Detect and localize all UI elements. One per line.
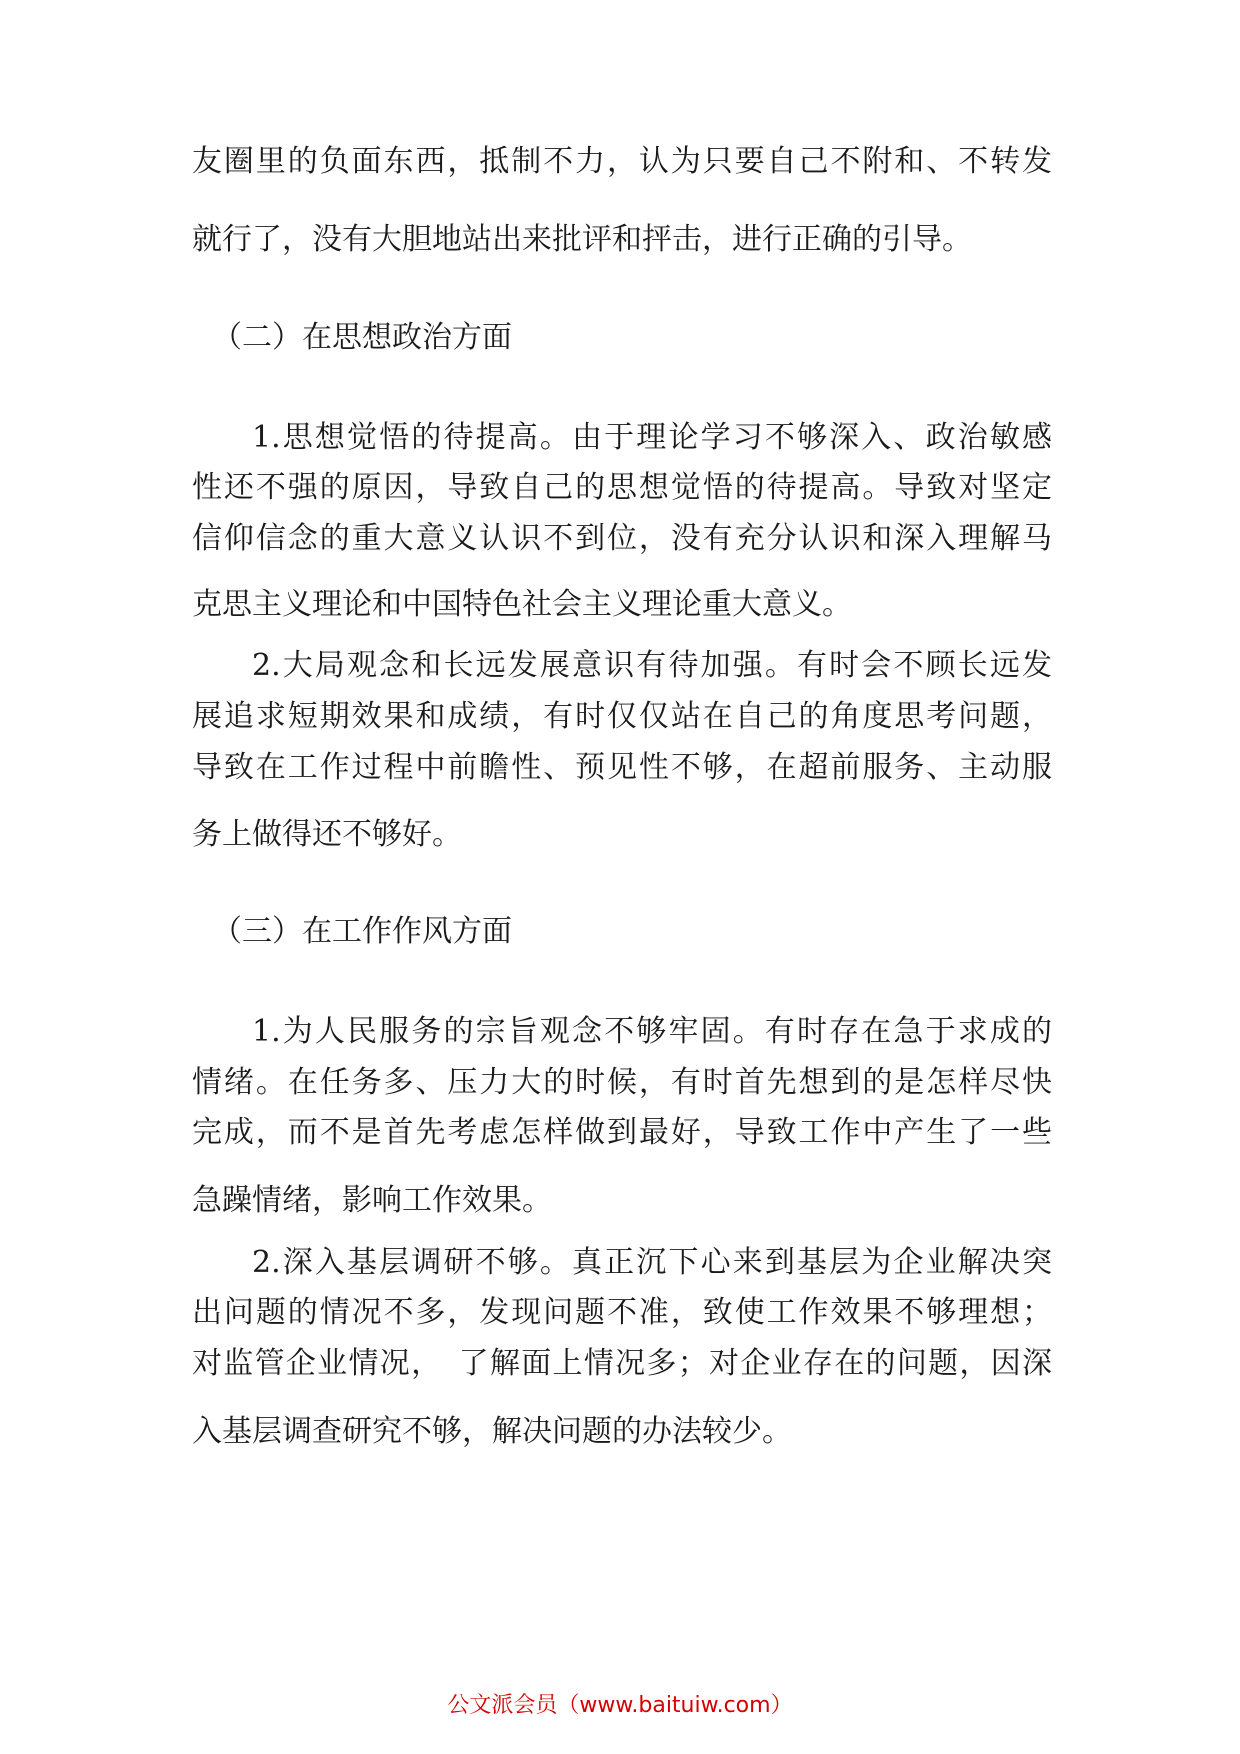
text-line: 友圈里的负面东西，抵制不力，认为只要自己不附和、不转发: [192, 144, 1052, 179]
text-line: 出问题的情况不多，发现问题不准，致使工作效果不够理想；: [192, 1295, 1052, 1330]
footer-site-link[interactable]: 公文派会员（www.baituiw.com）: [447, 1693, 793, 1718]
text-line: 完成，而不是首先考虑怎样做到最好，导致工作中产生了一些: [192, 1115, 1052, 1150]
text-line: 对监管企业情况， 了解面上情况多；对企业存在的问题，因深: [192, 1346, 1052, 1381]
text-line: 2.大局观念和长远发展意识有待加强。有时会不顾长远发: [252, 648, 1052, 683]
text-line: 展追求短期效果和成绩，有时仅仅站在自己的角度思考问题，: [192, 699, 1052, 734]
section-heading-2: （二）在思想政治方面: [212, 320, 512, 355]
text-line: 情绪。在任务多、压力大的时候，有时首先想到的是怎样尽快: [192, 1065, 1052, 1100]
text-line: 克思主义理论和中国特色社会主义理论重大意义。: [192, 587, 852, 622]
text-line: 1.思想觉悟的待提高。由于理论学习不够深入、政治敏感: [252, 420, 1052, 455]
text-line: 信仰信念的重大意义认识不到位，没有充分认识和深入理解马: [192, 521, 1052, 556]
text-line: 2.深入基层调研不够。真正沉下心来到基层为企业解决突: [252, 1245, 1052, 1280]
text-line: 1.为人民服务的宗旨观念不够牢固。有时存在急于求成的: [252, 1014, 1052, 1049]
text-line: 导致在工作过程中前瞻性、预见性不够，在超前服务、主动服: [192, 750, 1052, 785]
section-heading-3: （三）在工作作风方面: [212, 914, 512, 949]
text-line: 务上做得还不够好。: [192, 817, 462, 852]
text-line: 性还不强的原因，导致自己的思想觉悟的待提高。导致对坚定: [192, 470, 1052, 505]
text-line: 急躁情绪，影响工作效果。: [192, 1183, 552, 1218]
text-line: 就行了，没有大胆地站出来批评和抨击，进行正确的引导。: [192, 222, 972, 257]
text-line: 入基层调查研究不够，解决问题的办法较少。: [192, 1414, 792, 1449]
